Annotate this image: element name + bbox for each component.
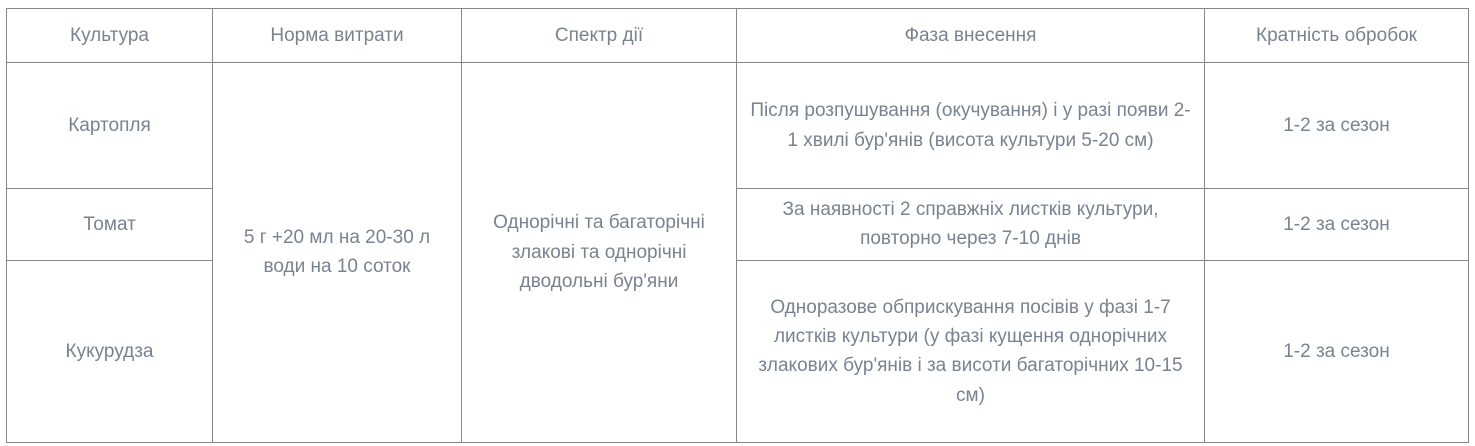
cell-phase-tomato: За наявності 2 справжніх листків культури, повторно через 7-10 днів — [737, 189, 1205, 261]
cell-spectrum-merged: Однорічні та багаторічні злакові та однорічні дводольні бур'яни — [462, 63, 737, 443]
cell-frequency-tomato: 1-2 за сезон — [1205, 189, 1469, 261]
cell-frequency-potato: 1-2 за сезон — [1205, 63, 1469, 189]
cell-frequency-corn: 1-2 за сезон — [1205, 260, 1469, 442]
header-culture: Культура — [7, 9, 213, 63]
cell-phase-corn: Одноразове обприскування посівів у фазі 1-7 листків культури (у фазі кущення однорічних злакових бур'янів і за висоти багаторічних 10-15 см) — [737, 260, 1205, 442]
header-spectrum: Спектр дії — [462, 9, 737, 63]
application-rates-table — [6, 8, 1469, 443]
header-rate: Норма витрати — [213, 9, 462, 63]
table-header-row — [7, 9, 1469, 63]
table-row — [7, 63, 1469, 189]
cell-culture-potato: Картопля — [7, 63, 213, 189]
cell-culture-tomato: Томат — [7, 189, 213, 261]
header-phase: Фаза внесення — [737, 9, 1205, 63]
cell-rate-merged: 5 г +20 мл на 20-30 л води на 10 соток — [213, 63, 462, 443]
cell-culture-corn: Кукурудза — [7, 260, 213, 442]
cell-phase-potato: Після розпушування (окучування) і у разі появи 2-1 хвилі бур'янів (висота культури 5-20 см) — [737, 63, 1205, 189]
header-frequency: Кратність обробок — [1205, 9, 1469, 63]
